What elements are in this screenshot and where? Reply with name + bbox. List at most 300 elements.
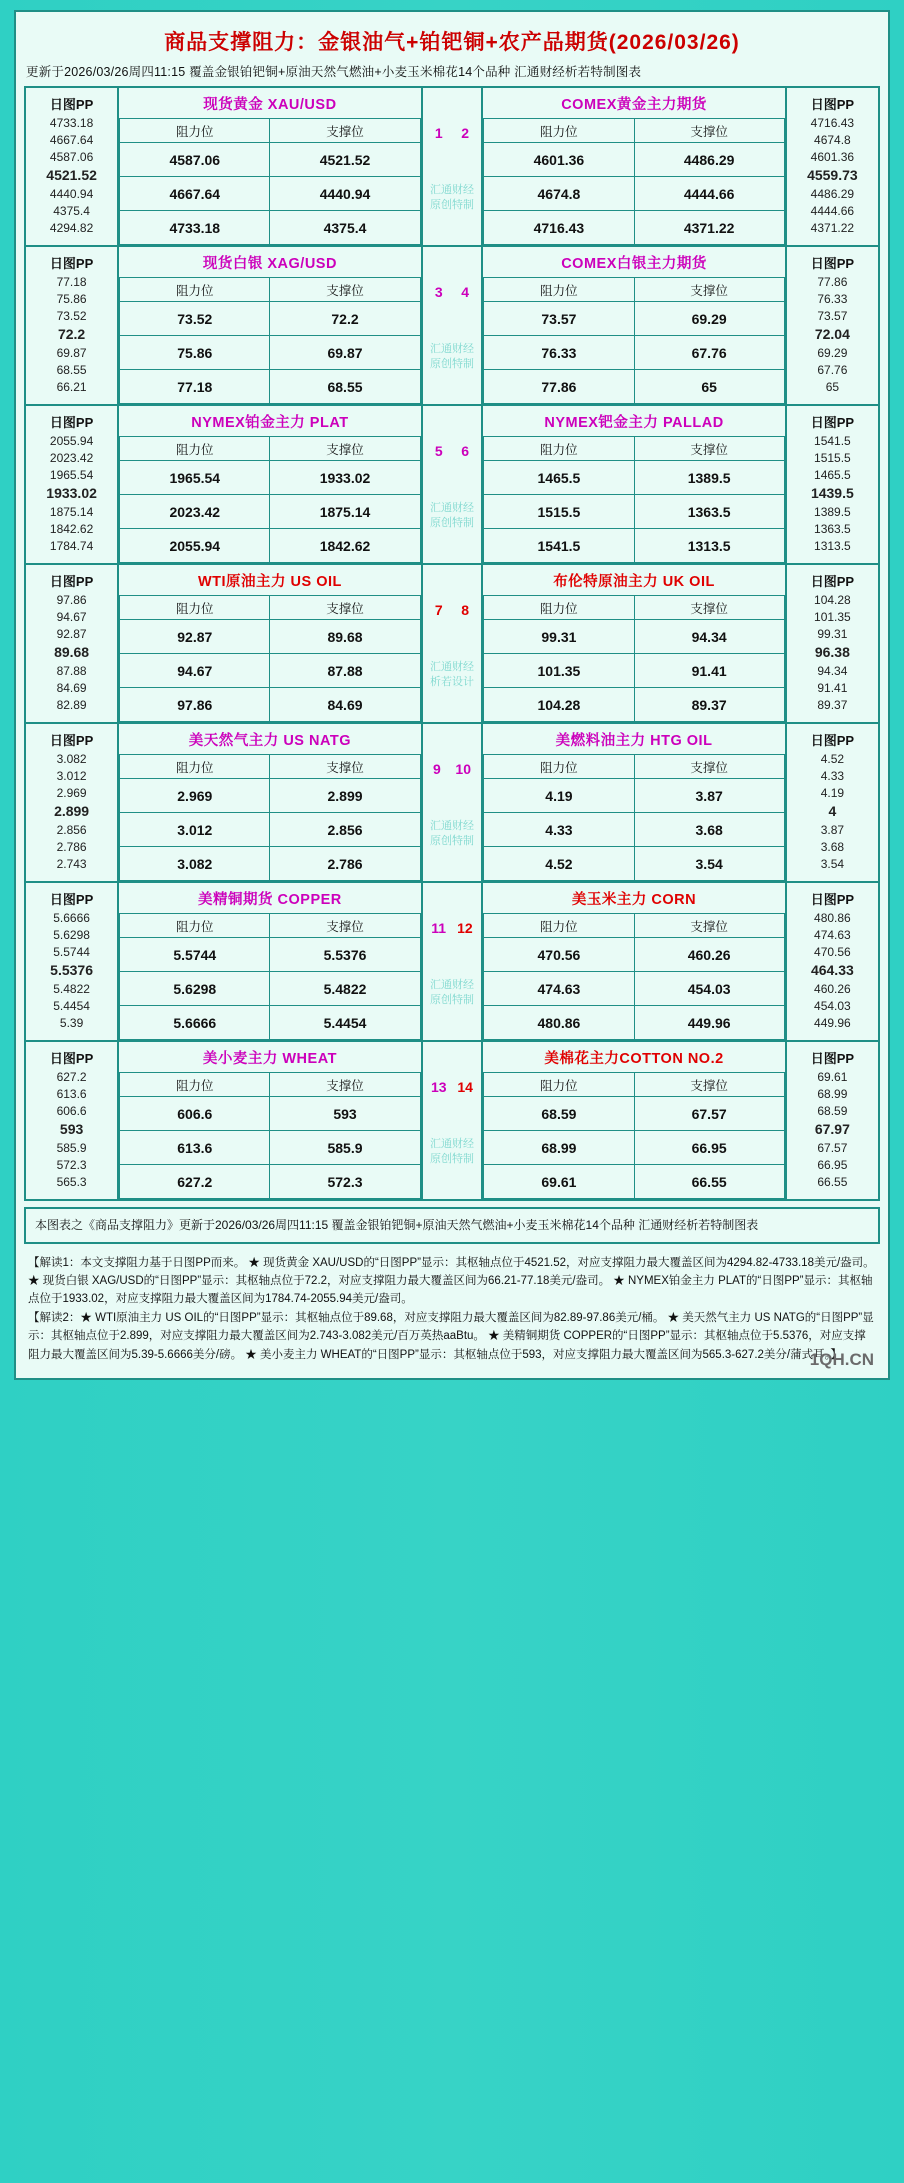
pp-value: 4716.43 [810, 115, 855, 130]
table-row [484, 495, 784, 529]
instrument-name: NYMEX铂金主力 PLAT [191, 415, 349, 431]
support-value: 68.55 [270, 370, 420, 404]
resistance-header: 阻力位 [484, 437, 634, 461]
pp-value: 4587.06 [49, 150, 94, 165]
table-row [484, 370, 784, 404]
table-row [120, 779, 420, 813]
pp-pivot-value: 89.68 [54, 644, 90, 661]
instrument-name: 美天然气主力 US NATG [188, 733, 351, 749]
resistance-value: 4733.18 [120, 211, 270, 245]
pp-value: 565.3 [56, 1175, 87, 1189]
index-column [422, 723, 483, 882]
pp-header: 日图PP [49, 891, 94, 907]
levels-header-row [484, 437, 784, 461]
support-value: 67.76 [634, 336, 784, 370]
pp-value: 2055.94 [49, 433, 94, 448]
support-value: 3.54 [634, 847, 784, 881]
support-resistance-grid [24, 86, 880, 1201]
pp-value: 3.87 [820, 822, 845, 837]
brand-watermark: 1QH.CN [809, 1349, 874, 1369]
table-row [484, 211, 784, 245]
levels-header-row [120, 119, 420, 143]
support-value: 84.69 [270, 688, 420, 722]
pp-header: 日图PP [810, 255, 855, 271]
support-value: 65 [634, 370, 784, 404]
watermark-line-2: 原创特制 [429, 993, 474, 1006]
resistance-value: 4.33 [484, 813, 634, 847]
resistance-header: 阻力位 [484, 596, 634, 620]
support-value: 4444.66 [634, 177, 784, 211]
pp-pivot-value: 96.38 [814, 644, 850, 661]
pp-header: 日图PP [49, 255, 94, 271]
pp-column-left [25, 246, 118, 405]
watermark-line-2: 原创特制 [429, 198, 474, 211]
instrument-block-left [118, 723, 421, 882]
pp-value: 449.96 [814, 1016, 851, 1030]
resistance-value: 474.63 [484, 972, 634, 1006]
table-row [120, 177, 420, 211]
pp-value: 4674.8 [814, 133, 851, 147]
pp-header: 日图PP [810, 732, 855, 748]
table-row [484, 847, 784, 881]
table-row [484, 1165, 784, 1199]
pp-pivot-value: 4559.73 [807, 167, 858, 184]
levels-table [483, 436, 784, 563]
instrument-block-left [118, 87, 421, 246]
index-number-left: 5 [434, 442, 443, 459]
table-row [120, 1131, 420, 1165]
support-header: 支撑位 [634, 1073, 784, 1097]
resistance-value: 2055.94 [120, 529, 270, 563]
instrument-name: 美小麦主力 WHEAT [202, 1051, 337, 1067]
note-line-2: 【解读2：★ WTI原油主力 US OIL的“日图PP”显示：其枢轴点位于89.68，对应支撑阻力最大覆盖区间为82.89-97.86美元/桶。 ★ 美天然气主力 US NATG的“日图PP”显示：其枢轴点位于2.899，对应支撑阻力最大覆盖区间为2.743-3.082美元/百万英热aaBtu。 ★ 美精铜期货 COPPER的“日图PP”显示：其枢轴点位于5.5376，对应支撑阻力最大覆盖区间为5.39-5.6666美分/磅。 ★ 美小麦主力 WHEAT的“日图PP”显示：其枢轴点位于593，对应支撑阻力最大覆盖区间为565.3-627.2美分/蒲式耳。】 [28, 1311, 874, 1361]
support-header: 支撑位 [634, 914, 784, 938]
resistance-value: 77.86 [484, 370, 634, 404]
table-row [484, 779, 784, 813]
resistance-value: 99.31 [484, 620, 634, 654]
levels-table [483, 118, 784, 245]
index-number-right: 14 [457, 1078, 473, 1095]
resistance-value: 77.18 [120, 370, 270, 404]
instrument-name: 现货黄金 XAU/USD [203, 97, 337, 113]
pp-pivot-value: 4521.52 [46, 167, 97, 184]
resistance-value: 73.57 [484, 302, 634, 336]
support-value: 89.37 [634, 688, 784, 722]
support-value: 94.34 [634, 620, 784, 654]
resistance-header: 阻力位 [484, 119, 634, 143]
table-row [120, 688, 420, 722]
pp-value: 5.6666 [53, 910, 90, 925]
support-header: 支撑位 [634, 596, 784, 620]
resistance-value: 4587.06 [120, 143, 270, 177]
resistance-value: 69.61 [484, 1165, 634, 1199]
watermark-line-1: 汇通财经 [429, 978, 474, 991]
support-value: 3.68 [634, 813, 784, 847]
pp-value: 82.89 [56, 698, 87, 712]
resistance-header: 阻力位 [484, 1073, 634, 1097]
table-row [120, 1097, 420, 1131]
watermark [423, 660, 482, 690]
table-row [120, 302, 420, 336]
index-number-left: 11 [431, 919, 446, 936]
support-header: 支撑位 [270, 914, 420, 938]
table-row [120, 847, 420, 881]
table-row [484, 1097, 784, 1131]
resistance-value: 68.99 [484, 1131, 634, 1165]
pp-value: 4.52 [820, 751, 845, 766]
pp-value: 4.33 [820, 769, 845, 783]
levels-table [483, 595, 784, 722]
resistance-header: 阻力位 [484, 755, 634, 779]
page-title: 商品支撑阻力：金银油气+铂钯铜+农产品期货(2026/03/26) [164, 31, 740, 54]
levels-table [483, 1072, 784, 1199]
resistance-value: 1965.54 [120, 461, 270, 495]
instrument-block-left [118, 564, 421, 723]
resistance-value: 1515.5 [484, 495, 634, 529]
pp-column-right [786, 882, 879, 1041]
index-column [422, 87, 483, 246]
support-header: 支撑位 [634, 755, 784, 779]
pp-value: 66.55 [817, 1175, 848, 1189]
support-value: 72.2 [270, 302, 420, 336]
support-value: 593 [270, 1097, 420, 1131]
table-row [484, 620, 784, 654]
pp-pivot-value: 1439.5 [810, 485, 854, 502]
resistance-value: 1465.5 [484, 461, 634, 495]
support-value: 5.4822 [270, 972, 420, 1006]
instrument-name: 美精铜期货 COPPER [198, 892, 342, 908]
pp-pivot-value: 67.97 [814, 1121, 850, 1138]
pp-pivot-value: 593 [59, 1121, 84, 1138]
pp-value: 1965.54 [49, 468, 94, 483]
instrument-block-right [482, 1041, 785, 1200]
pp-header: 日图PP [810, 414, 855, 430]
pp-pivot-value: 72.2 [57, 326, 86, 343]
support-value: 460.26 [634, 938, 784, 972]
support-header: 支撑位 [270, 596, 420, 620]
support-value: 91.41 [634, 654, 784, 688]
pp-value: 572.3 [56, 1157, 87, 1172]
resistance-header: 阻力位 [484, 914, 634, 938]
watermark [423, 819, 482, 849]
resistance-value: 76.33 [484, 336, 634, 370]
pp-value: 4733.18 [49, 115, 94, 130]
instrument-row [25, 564, 879, 723]
resistance-header: 阻力位 [120, 914, 270, 938]
resistance-value: 68.59 [484, 1097, 634, 1131]
pp-value: 3.68 [820, 839, 845, 854]
pp-value: 3.54 [820, 857, 845, 871]
table-row [484, 938, 784, 972]
pp-value: 4375.4 [53, 203, 90, 218]
levels-table [483, 277, 784, 404]
instrument-block-right [482, 723, 785, 882]
report-card [14, 10, 890, 1380]
pp-value: 627.2 [56, 1069, 87, 1084]
instrument-row [25, 882, 879, 1041]
index-number-right: 6 [461, 442, 470, 459]
watermark [423, 183, 482, 213]
pp-header: 日图PP [49, 573, 94, 589]
pp-column-right [786, 723, 879, 882]
table-row [484, 972, 784, 1006]
support-value: 69.29 [634, 302, 784, 336]
instrument-row [25, 1041, 879, 1200]
index-number-right: 10 [455, 760, 471, 777]
index-number-right: 8 [461, 601, 470, 618]
index-column [422, 882, 483, 1041]
levels-table [119, 436, 420, 563]
pp-value: 89.37 [817, 698, 848, 712]
support-value: 1875.14 [270, 495, 420, 529]
resistance-value: 3.082 [120, 847, 270, 881]
table-row [484, 813, 784, 847]
resistance-value: 4601.36 [484, 143, 634, 177]
pp-value: 99.31 [817, 627, 848, 642]
instrument-name: WTI原油主力 US OIL [197, 574, 342, 590]
index-number-right: 12 [457, 919, 473, 936]
instrument-row [25, 723, 879, 882]
pp-value: 75.86 [56, 292, 87, 306]
support-value: 67.57 [634, 1097, 784, 1131]
table-row [120, 495, 420, 529]
resistance-value: 606.6 [120, 1097, 270, 1131]
instrument-row [25, 87, 879, 246]
resistance-value: 627.2 [120, 1165, 270, 1199]
resistance-value: 97.86 [120, 688, 270, 722]
pp-value: 1875.14 [49, 504, 94, 519]
resistance-value: 4674.8 [484, 177, 634, 211]
pp-value: 91.41 [817, 680, 848, 695]
resistance-value: 480.86 [484, 1006, 634, 1040]
index-number-left: 7 [434, 601, 443, 618]
pp-value: 3.082 [56, 751, 87, 766]
support-value: 1389.5 [634, 461, 784, 495]
pp-header: 日图PP [49, 732, 94, 748]
support-value: 449.96 [634, 1006, 784, 1040]
watermark-line-1: 汇通财经 [429, 1137, 474, 1150]
support-value: 5.5376 [270, 938, 420, 972]
table-row [484, 654, 784, 688]
table-row [484, 177, 784, 211]
table-row [120, 1006, 420, 1040]
support-value: 69.87 [270, 336, 420, 370]
levels-header-row [120, 755, 420, 779]
pp-value: 470.56 [814, 945, 851, 960]
watermark-line-1: 汇通财经 [429, 819, 474, 832]
table-row [120, 654, 420, 688]
resistance-header: 阻力位 [484, 278, 634, 302]
instrument-block-right [482, 87, 785, 246]
pp-value: 1363.5 [814, 521, 851, 536]
pp-value: 1389.5 [814, 504, 851, 519]
levels-table [483, 754, 784, 881]
levels-header-row [120, 278, 420, 302]
watermark [423, 342, 482, 372]
index-number-left: 13 [431, 1078, 447, 1095]
index-column [422, 405, 483, 564]
pp-header: 日图PP [49, 414, 94, 430]
index-number-left: 3 [434, 283, 443, 300]
resistance-header: 阻力位 [120, 755, 270, 779]
levels-table [119, 754, 420, 881]
watermark [423, 978, 482, 1008]
table-row [484, 1131, 784, 1165]
support-value: 4486.29 [634, 143, 784, 177]
pp-value: 5.39 [59, 1016, 84, 1030]
pp-value: 1842.62 [49, 521, 94, 536]
pp-value: 101.35 [814, 610, 851, 624]
instrument-block-left [118, 405, 421, 564]
levels-header-row [120, 1073, 420, 1097]
instrument-name: COMEX白银主力期货 [561, 256, 707, 272]
pp-value: 1515.5 [814, 451, 851, 465]
instrument-block-right [482, 246, 785, 405]
pp-column-right [786, 1041, 879, 1200]
instrument-block-right [482, 405, 785, 564]
table-row [484, 302, 784, 336]
watermark-line-1: 汇通财经 [429, 183, 474, 196]
pp-value: 77.86 [817, 274, 848, 289]
pp-value: 1784.74 [49, 539, 94, 553]
pp-value: 2.743 [56, 857, 87, 871]
table-row [120, 620, 420, 654]
support-value: 1933.02 [270, 461, 420, 495]
resistance-value: 73.52 [120, 302, 270, 336]
table-row [120, 211, 420, 245]
footer-note: 本图表之《商品支撑阻力》更新于2026/03/26周四11:15 覆盖金银铂钯铜+原油天然气燃油+小麦玉米棉花14个品种 汇通财经析若特制图表 [24, 1207, 880, 1244]
pp-value: 4601.36 [810, 150, 855, 165]
index-column [422, 1041, 483, 1200]
resistance-value: 4.19 [484, 779, 634, 813]
pp-value: 3.012 [56, 769, 87, 783]
pp-header: 日图PP [810, 891, 855, 907]
table-row [484, 529, 784, 563]
pp-pivot-value: 5.5376 [50, 962, 93, 979]
pp-column-right [786, 405, 879, 564]
resistance-value: 5.6666 [120, 1006, 270, 1040]
instrument-block-right [482, 882, 785, 1041]
table-row [120, 938, 420, 972]
pp-value: 104.28 [814, 592, 851, 607]
pp-value: 5.4822 [53, 981, 90, 996]
levels-header-row [484, 119, 784, 143]
pp-value: 4486.29 [810, 186, 855, 201]
resistance-value: 4667.64 [120, 177, 270, 211]
table-row [484, 688, 784, 722]
pp-pivot-value: 4 [828, 803, 837, 820]
resistance-header: 阻力位 [120, 1073, 270, 1097]
pp-pivot-value: 2.899 [54, 803, 90, 820]
support-header: 支撑位 [270, 755, 420, 779]
pp-value: 73.52 [56, 309, 87, 324]
pp-value: 4440.94 [49, 186, 94, 201]
pp-value: 5.6298 [53, 928, 90, 942]
instrument-row [25, 246, 879, 405]
support-value: 4521.52 [270, 143, 420, 177]
support-value: 4371.22 [634, 211, 784, 245]
support-header: 支撑位 [634, 437, 784, 461]
index-number-left: 9 [432, 760, 441, 777]
pp-value: 68.59 [817, 1104, 848, 1119]
pp-pivot-value: 464.33 [810, 962, 854, 979]
table-row [484, 461, 784, 495]
pp-value: 67.76 [817, 362, 848, 377]
pp-value: 606.6 [56, 1104, 87, 1119]
pp-value: 94.34 [817, 663, 848, 678]
instrument-row [25, 405, 879, 564]
resistance-header: 阻力位 [120, 596, 270, 620]
support-value: 87.88 [270, 654, 420, 688]
pp-value: 65 [825, 380, 840, 394]
levels-header-row [120, 914, 420, 938]
support-value: 585.9 [270, 1131, 420, 1165]
resistance-value: 2023.42 [120, 495, 270, 529]
pp-column-left [25, 723, 118, 882]
support-value: 66.55 [634, 1165, 784, 1199]
index-column [422, 246, 483, 405]
table-row [484, 143, 784, 177]
instrument-block-left [118, 882, 421, 1041]
support-value: 1363.5 [634, 495, 784, 529]
pp-value: 97.86 [56, 592, 87, 607]
watermark [423, 1137, 482, 1167]
pp-value: 69.87 [56, 345, 87, 360]
levels-table [119, 1072, 420, 1199]
support-header: 支撑位 [634, 278, 784, 302]
pp-header: 日图PP [49, 96, 94, 112]
watermark [423, 501, 482, 531]
instrument-name: 美燃料油主力 HTG OIL [555, 733, 713, 749]
resistance-value: 3.012 [120, 813, 270, 847]
instrument-name: COMEX黄金主力期货 [561, 97, 707, 113]
page-subtitle: 更新于2026/03/26周四11:15 覆盖金银铂钯铜+原油天然气燃油+小麦玉米棉花14个品种 汇通财经析若特制图表 [26, 65, 642, 79]
index-number-left: 1 [434, 124, 443, 141]
pp-header: 日图PP [810, 96, 855, 112]
pp-value: 68.99 [817, 1087, 848, 1101]
pp-value: 67.57 [817, 1140, 848, 1155]
pp-value: 92.87 [56, 627, 87, 642]
pp-column-right [786, 87, 879, 246]
support-value: 1313.5 [634, 529, 784, 563]
watermark-line-1: 汇通财经 [429, 660, 474, 673]
watermark-line-2: 原创特制 [429, 357, 474, 370]
pp-value: 69.61 [817, 1069, 848, 1084]
pp-header: 日图PP [49, 1050, 94, 1066]
note-line-1: 【解读1：本文支撑阻力基于日图PP而来。 ★ 现货黄金 XAU/USD的“日图PP”显示：其枢轴点位于4521.52，对应支撑阻力最大覆盖区间为4294.82-4733.18美元/盎司。 ★ 现货白银 XAG/USD的“日图PP”显示：其枢轴点位于72.2，对应支撑阻力最大覆盖区间为66.21-77.18美元/盎司。 ★ NYMEX铂金主力 PLAT的“日图PP”显示：其枢轴点位于1933.02，对应支撑阻力最大覆盖区间为1784.74-2055.94美元/盎司。 [28, 1256, 875, 1306]
levels-header-row [120, 596, 420, 620]
pp-column-left [25, 87, 118, 246]
levels-header-row [484, 914, 784, 938]
pp-value: 66.95 [817, 1157, 848, 1172]
support-value: 89.68 [270, 620, 420, 654]
resistance-value: 4716.43 [484, 211, 634, 245]
support-header: 支撑位 [634, 119, 784, 143]
resistance-value: 75.86 [120, 336, 270, 370]
resistance-value: 101.35 [484, 654, 634, 688]
resistance-value: 5.6298 [120, 972, 270, 1006]
table-row [484, 336, 784, 370]
table-row [120, 143, 420, 177]
index-number-right: 2 [461, 124, 470, 141]
levels-table [119, 913, 420, 1040]
pp-value: 474.63 [814, 928, 851, 942]
instrument-name: 美玉米主力 CORN [571, 892, 697, 908]
pp-value: 480.86 [814, 910, 851, 925]
levels-header-row [484, 755, 784, 779]
pp-value: 460.26 [814, 981, 851, 996]
levels-header-row [484, 1073, 784, 1097]
